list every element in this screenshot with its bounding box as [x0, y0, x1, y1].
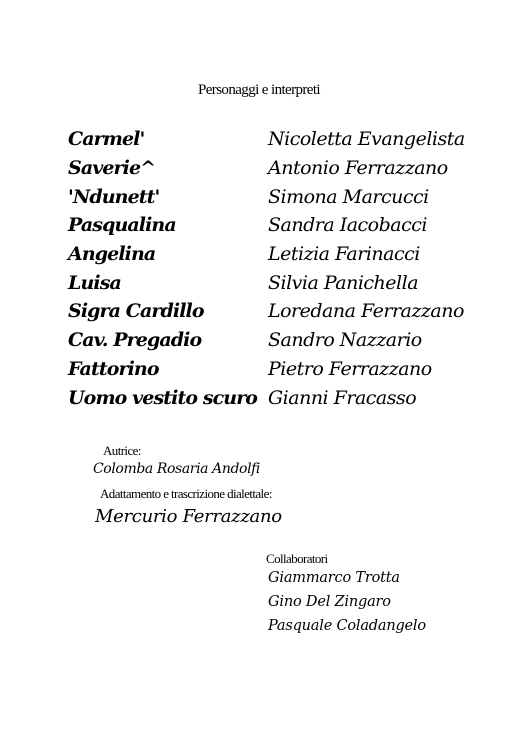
cast-row	[68, 240, 498, 269]
cast-row	[68, 182, 498, 211]
character-name: Uomo vestito scuro	[68, 386, 258, 409]
actor-name: Letizia Farinacci	[268, 243, 420, 266]
collaborators-list	[268, 570, 426, 642]
cast-row	[68, 154, 498, 183]
collaborator-name: Pasquale Coladangelo	[268, 618, 426, 634]
character-name: Carmel'	[68, 128, 145, 151]
cast-row	[68, 355, 498, 384]
cast-row	[68, 211, 498, 240]
character-name: Fattorino	[68, 357, 159, 380]
character-name: Saverie^	[68, 157, 156, 180]
actor-name: Pietro Ferrazzano	[268, 357, 432, 380]
actor-name: Nicoletta Evangelista	[268, 128, 465, 151]
author-name: Colomba Rosaria Andolfi	[93, 461, 261, 477]
adaptation-label: Adattamento e trascrizione dialettale:	[100, 486, 272, 501]
character-name: Luisa	[68, 271, 121, 294]
character-name: 'Ndunett'	[68, 185, 160, 208]
actor-name: Loredana Ferrazzano	[268, 300, 464, 323]
collaborator-name: Giammarco Trotta	[268, 570, 400, 586]
collaborators-label: Collaboratori	[266, 551, 328, 566]
actor-name: Silvia Panichella	[268, 271, 419, 294]
character-name: Angelina	[68, 243, 156, 266]
author-label: Autrice:	[103, 443, 141, 458]
character-name: Pasqualina	[68, 214, 176, 237]
cast-row	[68, 268, 498, 297]
cast-row	[68, 326, 498, 355]
cast-row	[68, 125, 498, 154]
cast-row	[68, 297, 498, 326]
page-title: Personaggi e interpreti	[198, 82, 320, 98]
character-name: Cav. Pregadio	[68, 329, 202, 352]
collaborator-name: Gino Del Zingaro	[268, 594, 391, 610]
adaptation-name: Mercurio Ferrazzano	[95, 506, 282, 527]
character-name: Sigra Cardillo	[68, 300, 204, 323]
actor-name: Sandra Iacobacci	[268, 214, 427, 237]
cast-list	[68, 125, 498, 412]
actor-name: Antonio Ferrazzano	[268, 157, 448, 180]
actor-name: Sandro Nazzario	[268, 329, 422, 352]
actor-name: Gianni Fracasso	[268, 386, 417, 409]
actor-name: Simona Marcucci	[268, 185, 429, 208]
cast-row	[68, 383, 498, 412]
